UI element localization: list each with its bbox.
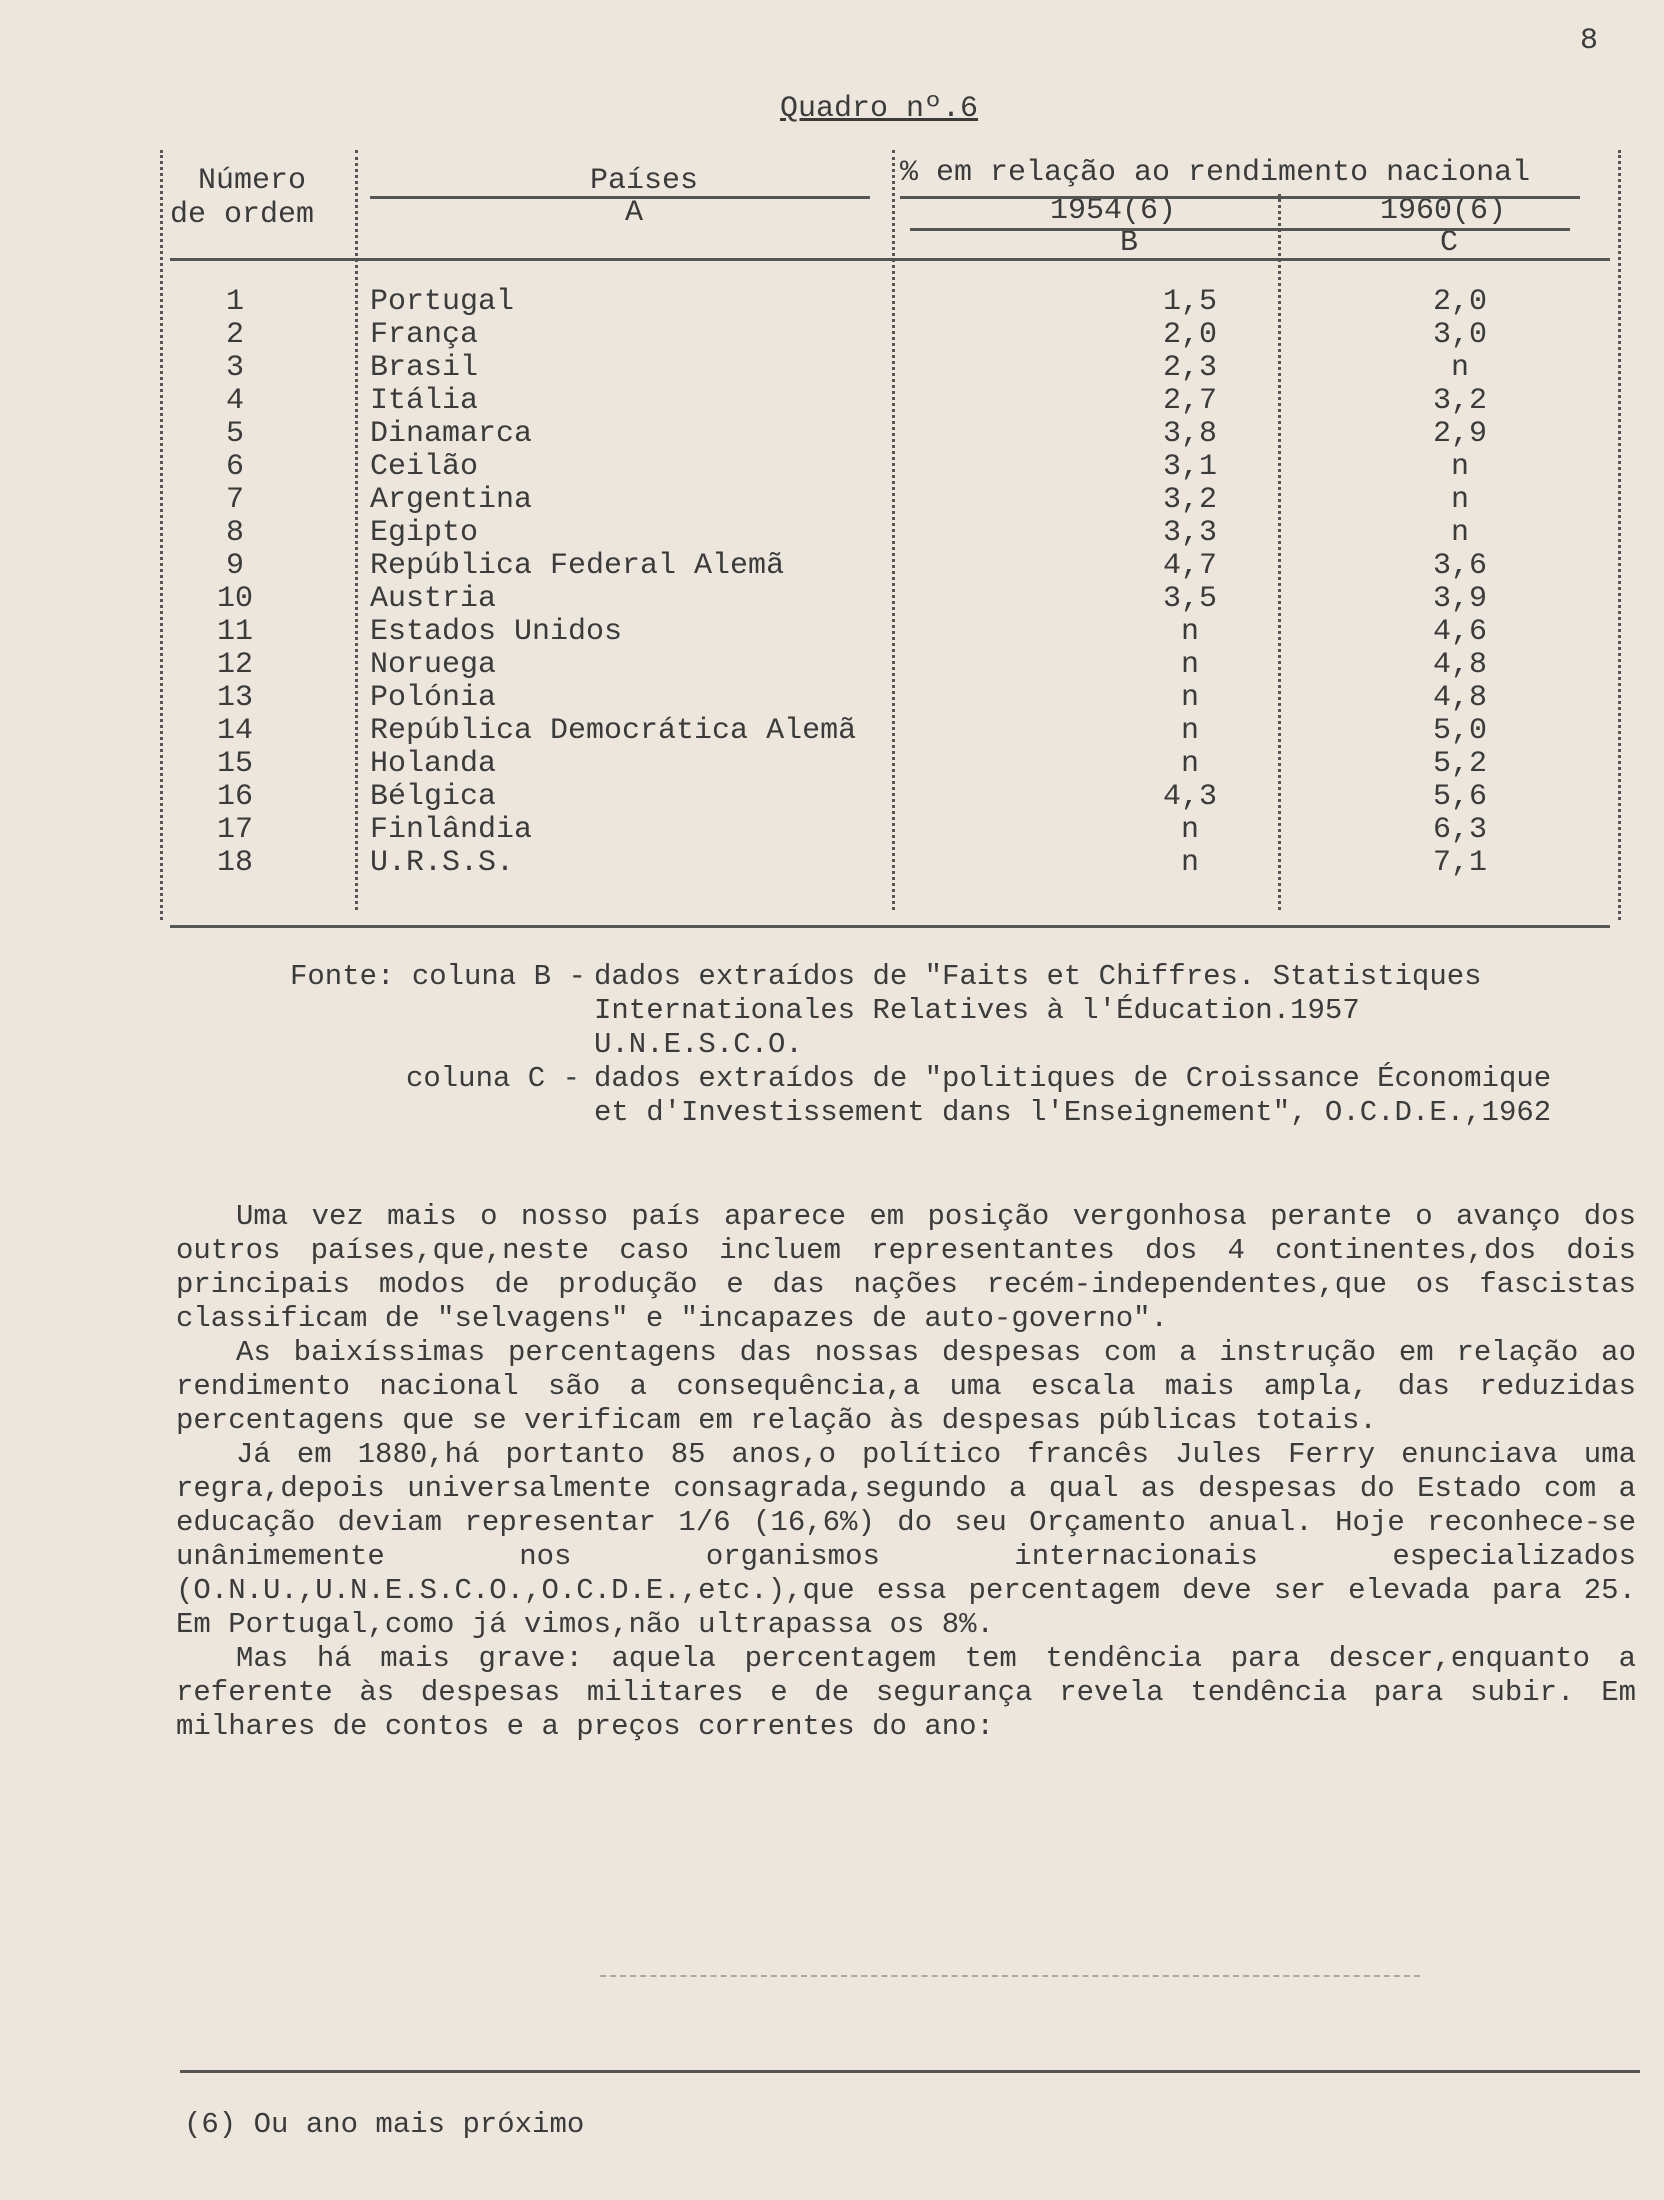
column-divider — [1618, 150, 1621, 920]
row-value-1960: n — [1450, 351, 1469, 385]
row-number: 12 — [216, 648, 253, 682]
row-value-1954: 2,3 — [1162, 351, 1217, 385]
row-number: 2 — [225, 318, 244, 352]
source-row-c — [290, 1062, 1574, 1130]
row-country: Polónia — [370, 681, 497, 715]
row-value-1960: n — [1450, 516, 1469, 550]
row-value-1954: 3,5 — [1162, 582, 1217, 616]
row-number: 8 — [225, 516, 244, 550]
row-country: Portugal — [370, 285, 515, 319]
row-value-1960: 4,8 — [1432, 681, 1487, 715]
source-text-b: dados extraídos de "Faits et Chiffres. Statistiques Internationales Relatives à l'Éducation.1957 U.N.E.S.C.O. — [594, 960, 1482, 1061]
row-value-1960: 2,0 — [1432, 285, 1487, 319]
row-number: 9 — [225, 549, 244, 583]
row-number: 16 — [216, 780, 253, 814]
row-value-1954: 3,1 — [1162, 450, 1217, 484]
row-number: 5 — [225, 417, 244, 451]
row-country: Estados Unidos — [370, 615, 623, 649]
source-text-c: dados extraídos de "politiques de Croissance Économique et d'Investissement dans l'Enseignement", O.C.D.E.,1962 — [594, 1062, 1552, 1129]
source-label-c: coluna C - — [405, 1062, 580, 1095]
source-row-b — [290, 960, 1574, 1062]
paragraph: Mas há mais grave: aquela percentagem tem tendência para descer,enquanto a referente às despesas militares e de segurança revela tendência para subir. Em milhares de contos e a preços correntes do ano: — [176, 1642, 1636, 1743]
column-divider — [355, 150, 358, 910]
row-value-1954: 3,2 — [1162, 483, 1217, 517]
row-value-1954: 4,7 — [1162, 549, 1217, 583]
row-value-1960: n — [1450, 483, 1469, 517]
row-country: República Democrática Alemã — [370, 714, 857, 748]
row-value-1960: 3,0 — [1432, 318, 1487, 352]
table-bottom-rule — [170, 925, 1610, 928]
row-value-1954: n — [1180, 813, 1199, 847]
header-rule — [900, 196, 1580, 199]
table-title: Quadro nº.6 — [780, 92, 979, 126]
header-countries: Países — [590, 164, 699, 198]
row-number: 11 — [216, 615, 253, 649]
source-label-b: Fonte: coluna B - — [290, 960, 586, 993]
row-value-1954: 1,5 — [1162, 285, 1217, 319]
row-country: Ceilão — [370, 450, 479, 484]
header-year-c: 1960(6) — [1380, 194, 1507, 228]
row-country: Bélgica — [370, 780, 497, 814]
header-order-line1: Número — [198, 164, 307, 198]
header-rule — [910, 228, 1570, 231]
row-value-1960: 3,2 — [1432, 384, 1487, 418]
row-number: 18 — [216, 846, 253, 880]
dashed-line — [600, 1975, 1420, 1977]
row-value-1960: n — [1450, 450, 1469, 484]
row-number: 3 — [225, 351, 244, 385]
header-order-line2: de ordem — [170, 198, 315, 232]
header-rule — [370, 196, 870, 199]
row-value-1960: 2,9 — [1432, 417, 1487, 451]
body-text — [176, 1200, 1636, 1744]
row-value-1954: n — [1180, 846, 1199, 880]
row-value-1960: 4,8 — [1432, 648, 1487, 682]
row-value-1960: 4,6 — [1432, 615, 1487, 649]
row-country: Argentina — [370, 483, 533, 517]
header-percent: % em relação ao rendimento nacional — [900, 156, 1531, 190]
header-col-a: A — [625, 196, 644, 230]
row-country: Finlândia — [370, 813, 533, 847]
row-number: 1 — [225, 285, 244, 319]
row-value-1960: 5,6 — [1432, 780, 1487, 814]
header-bottom-rule — [170, 258, 1610, 261]
row-country: Brasil — [370, 351, 479, 385]
row-value-1954: n — [1180, 648, 1199, 682]
row-value-1960: 3,6 — [1432, 549, 1487, 583]
row-country: U.R.S.S. — [370, 846, 515, 880]
row-number: 4 — [225, 384, 244, 418]
row-number: 6 — [225, 450, 244, 484]
row-value-1954: n — [1180, 615, 1199, 649]
row-number: 17 — [216, 813, 253, 847]
row-value-1960: 5,0 — [1432, 714, 1487, 748]
row-country: Egipto — [370, 516, 479, 550]
row-country: Austria — [370, 582, 497, 616]
row-country: República Federal Alemã — [370, 549, 785, 583]
data-table — [170, 150, 1630, 940]
row-value-1954: 3,3 — [1162, 516, 1217, 550]
row-country: Noruega — [370, 648, 497, 682]
paragraph: As baixíssimas percentagens das nossas despesas com a instrução em relação ao rendimento nacional são a consequência,a uma escala mais ampla, das reduzidas percentagens que se verificam em relação às despesas públicas totais. — [176, 1336, 1636, 1437]
row-number: 10 — [216, 582, 253, 616]
row-country: Itália — [370, 384, 479, 418]
row-country: Holanda — [370, 747, 497, 781]
header-year-b: 1954(6) — [1050, 194, 1177, 228]
row-value-1954: 3,8 — [1162, 417, 1217, 451]
row-country: Dinamarca — [370, 417, 533, 451]
row-value-1954: n — [1180, 747, 1199, 781]
row-value-1954: 2,7 — [1162, 384, 1217, 418]
page-number: 8 — [1580, 24, 1599, 58]
row-number: 15 — [216, 747, 253, 781]
paragraph: Uma vez mais o nosso país aparece em posição vergonhosa perante o avanço dos outros países,que,neste caso incluem representantes dos 4 continentes,dos dois principais modos de produção e das nações recém-independentes,que os fascistas classificam de "selvagens" e "incapazes de auto-governo". — [176, 1200, 1636, 1335]
column-divider — [160, 150, 163, 920]
row-number: 7 — [225, 483, 244, 517]
footnote: (6) Ou ano mais próximo — [184, 2108, 585, 2141]
row-value-1960: 7,1 — [1432, 846, 1487, 880]
row-number: 13 — [216, 681, 253, 715]
row-value-1960: 3,9 — [1432, 582, 1487, 616]
row-number: 14 — [216, 714, 253, 748]
header-col-c: C — [1440, 226, 1459, 260]
row-value-1954: n — [1180, 714, 1199, 748]
row-value-1960: 5,2 — [1432, 747, 1487, 781]
column-divider — [892, 150, 895, 910]
row-value-1954: n — [1180, 681, 1199, 715]
row-value-1954: 2,0 — [1162, 318, 1217, 352]
row-country: França — [370, 318, 479, 352]
footnote-rule — [180, 2070, 1640, 2073]
header-col-b: B — [1120, 226, 1139, 260]
row-value-1960: 6,3 — [1432, 813, 1487, 847]
source-note — [290, 960, 1574, 1130]
paragraph: Já em 1880,há portanto 85 anos,o político francês Jules Ferry enunciava uma regra,depois universalmente consagrada,segundo a qual as despesas do Estado com a educação deviam representar 1/6 (16,6%) do seu Orçamento anual. Hoje reconhece-se unânimemente nos organismos internacionais especializados (O.N.U.,U.N.E.S.C.O.,O.C.D.E.,etc.),que essa percentagem deve ser elevada para 25. Em Portugal,como já vimos,não ultrapassa os 8%. — [176, 1438, 1636, 1641]
row-value-1954: 4,3 — [1162, 780, 1217, 814]
